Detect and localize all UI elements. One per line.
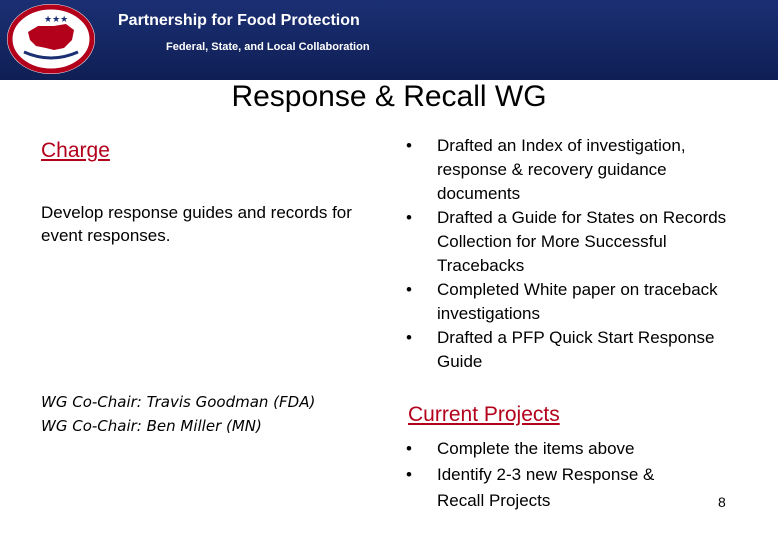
list-item-text: Drafted a Guide for States on Records Collection for More Successful Tracebacks: [437, 208, 727, 275]
bullet-icon: •: [406, 136, 412, 155]
list-item-text: Complete the items above: [437, 439, 635, 458]
cochair-line: WG Co-Chair: Travis Goodman (FDA): [41, 393, 316, 411]
slide-title: Response & Recall WG: [231, 80, 547, 113]
list-item: [406, 278, 746, 326]
charge-heading: Charge: [41, 139, 110, 162]
current-projects-list: [406, 436, 706, 514]
org-name: Partnership for Food Protection: [118, 12, 360, 29]
list-item: [406, 134, 746, 206]
list-item: [406, 326, 746, 374]
bullet-icon: •: [406, 465, 412, 484]
cochair-line: WG Co-Chair: Ben Miller (MN): [41, 417, 262, 435]
pfp-logo-seal-icon: [4, 2, 98, 76]
page-number: 8: [718, 494, 726, 510]
accomplishments-list: [406, 134, 746, 374]
list-item-text: Drafted a PFP Quick Start Response Guide: [437, 328, 715, 371]
charge-description: Develop response guides and records for event responses.: [41, 203, 352, 245]
header-banner: [0, 0, 778, 80]
svg-text:★★★: ★★★: [44, 15, 69, 25]
bullet-icon: •: [406, 208, 412, 227]
list-item-text: Completed White paper on traceback investigations: [437, 280, 718, 323]
bullet-icon: •: [406, 280, 412, 299]
bullet-icon: •: [406, 328, 412, 347]
list-item: [406, 206, 746, 278]
list-item-text: Identify 2-3 new Response & Recall Projects: [437, 465, 655, 510]
current-projects-heading: Current Projects: [408, 403, 560, 426]
cochair-list: [41, 390, 391, 438]
list-item-text: Drafted an Index of investigation, response & recovery guidance documents: [437, 136, 686, 203]
bullet-icon: •: [406, 439, 412, 458]
org-tagline: Federal, State, and Local Collaboration: [166, 41, 370, 53]
list-item: [406, 436, 706, 462]
list-item: [406, 462, 706, 514]
